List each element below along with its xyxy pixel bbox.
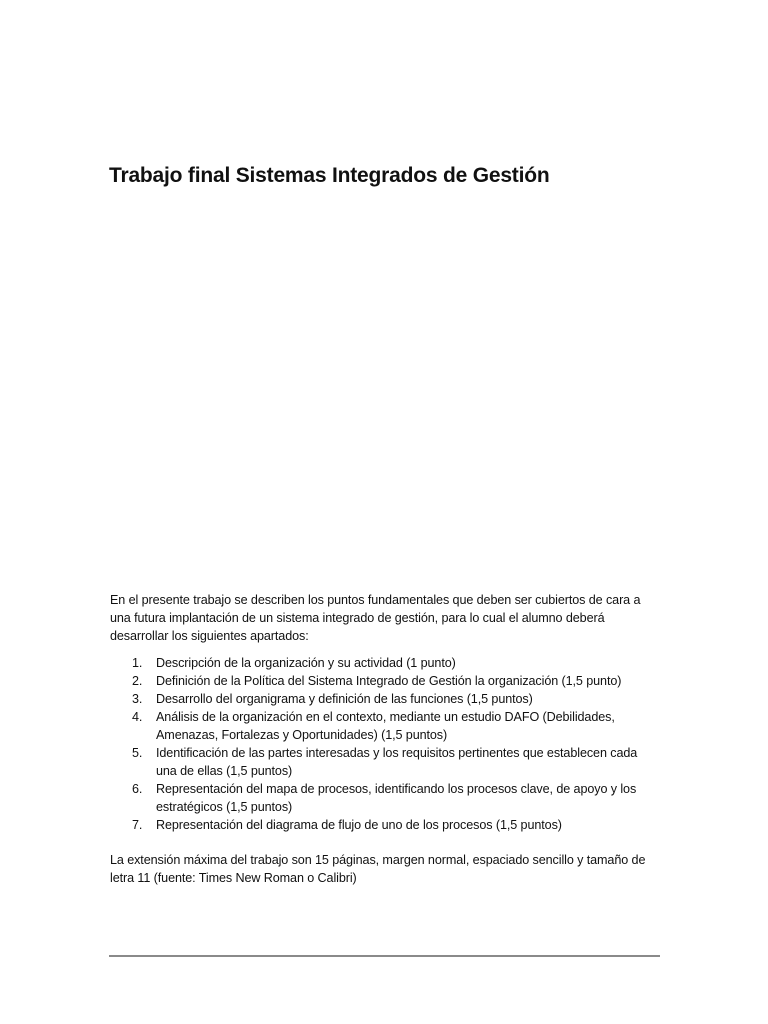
closing-paragraph: La extensión máxima del trabajo son 15 páginas, margen normal, espaciado sencillo y tamaño de letra 11 (fuente: Times New Roman o Calibri) [110, 853, 646, 885]
intro-paragraph: En el presente trabajo se describen los puntos fundamentales que deben ser cubiertos de cara a una futura implantación de un sistema integrado de gestión, para lo cual el alumno deberá desarrollar los siguientes apartados: [110, 593, 641, 643]
list-item-text: Descripción de la organización y su actividad (1 punto) [156, 656, 456, 670]
list-item-number: 4. [132, 710, 143, 724]
list-item-number: 5. [132, 746, 143, 760]
list-item-text: Definición de la Política del Sistema Integrado de Gestión la organización (1,5 punto) [156, 674, 622, 688]
footer-divider [109, 955, 660, 957]
list-item-text: Desarrollo del organigrama y definición de las funciones (1,5 puntos) [156, 692, 533, 706]
list-item-number: 6. [132, 782, 143, 796]
list-item [110, 654, 656, 672]
list-item-text: Identificación de las partes interesadas y los requisitos pertinentes que establecen cada una de ellas (1,5 puntos) [156, 746, 638, 778]
list-item-text: Representación del mapa de procesos, identificando los procesos clave, de apoyo y los estratégicos (1,5 puntos) [156, 782, 637, 814]
list-item [110, 816, 656, 834]
list-item-number: 1. [132, 656, 143, 670]
document-body [110, 591, 670, 887]
list-item [110, 780, 656, 816]
list-item [110, 708, 656, 744]
list-item [110, 690, 656, 708]
requirements-list [110, 654, 670, 834]
list-item [110, 744, 656, 780]
list-item-text: Representación del diagrama de flujo de uno de los procesos (1,5 puntos) [156, 818, 562, 832]
page-title: Trabajo final Sistemas Integrados de Gestión [109, 164, 550, 187]
list-item-number: 2. [132, 674, 143, 688]
list-item-text: Análisis de la organización en el contexto, mediante un estudio DAFO (Debilidades, Amenazas, Fortalezas y Oportunidades) (1,5 puntos) [156, 710, 615, 742]
list-item-number: 3. [132, 692, 143, 706]
list-item [110, 672, 656, 690]
list-item-number: 7. [132, 818, 143, 832]
